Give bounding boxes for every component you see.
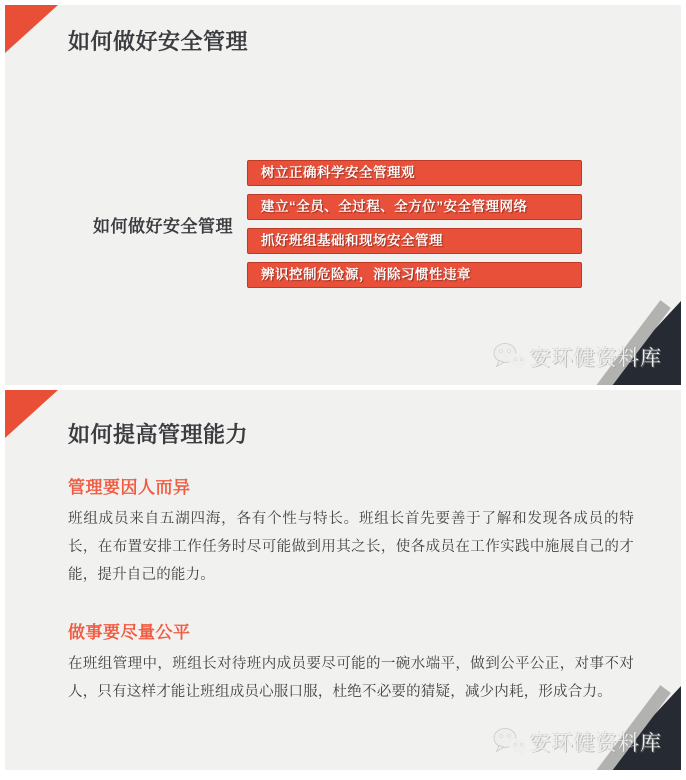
watermark-text: 安环健资料库 bbox=[530, 347, 662, 370]
diagram-item: 建立“全员、全过程、全方位”安全管理网络 bbox=[247, 194, 582, 220]
section-body: 在班组管理中，班组长对待班内成员要尽可能的一碗水端平，做到公平公正，对事不对人，只有这样才能让班组成员心服口服，杜绝不必要的猜疑，减少内耗，形成合力。 bbox=[68, 656, 634, 700]
wechat-icon bbox=[493, 727, 527, 757]
diagram-item: 树立正确科学安全管理观 bbox=[247, 160, 582, 186]
diagram-item-list bbox=[247, 160, 582, 288]
diagram-label: 如何做好安全管理 bbox=[93, 216, 233, 236]
slide-management-ability bbox=[5, 390, 681, 770]
safety-management-diagram bbox=[5, 160, 681, 288]
section-manage-individually bbox=[68, 473, 634, 589]
corner-accent-triangle bbox=[5, 5, 58, 53]
slide-safety-management bbox=[5, 5, 681, 385]
slide-title: 如何做好安全管理 bbox=[68, 29, 249, 54]
section-body: 班组成员来自五湖四海，各有个性与特长。班组长首先要善于了解和发现各成员的特长，在布置安排工作任务时尽可能做到用其之长，使各成员在工作实践中施展自己的才能，提升自己的能力。 bbox=[68, 511, 634, 583]
section-be-fair bbox=[68, 618, 634, 706]
section-heading: 管理要因人而异 bbox=[68, 478, 191, 497]
slide-content bbox=[68, 418, 634, 706]
watermark-text: 安环健资料库 bbox=[530, 732, 662, 755]
slide-title: 如何提高管理能力 bbox=[68, 422, 249, 447]
wechat-icon bbox=[493, 342, 527, 372]
corner-accent-triangle bbox=[5, 390, 58, 438]
section-heading: 做事要尽量公平 bbox=[68, 623, 191, 642]
page bbox=[0, 5, 686, 780]
watermark bbox=[493, 342, 662, 372]
diagram-item: 抓好班组基础和现场安全管理 bbox=[247, 228, 582, 254]
diagram-item: 辨识控制危险源，消除习惯性违章 bbox=[247, 262, 582, 288]
watermark bbox=[493, 727, 662, 757]
